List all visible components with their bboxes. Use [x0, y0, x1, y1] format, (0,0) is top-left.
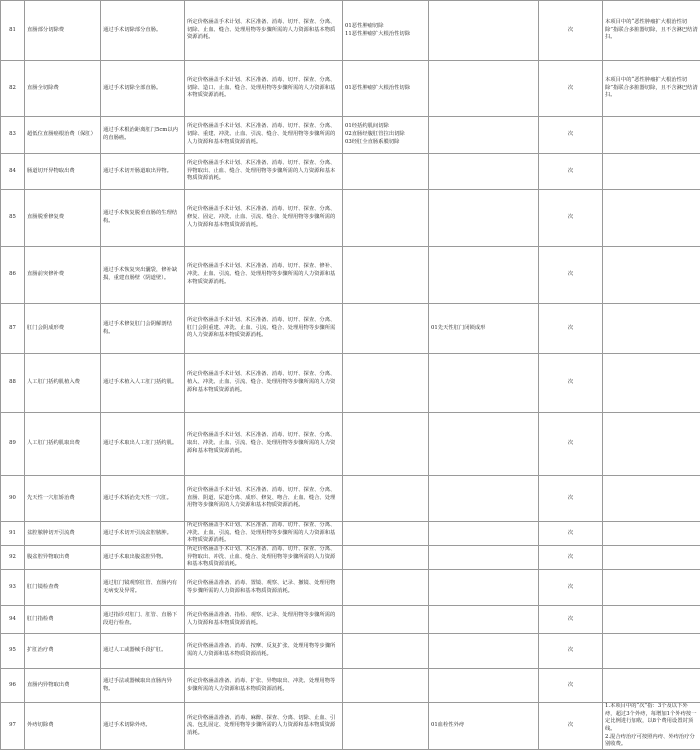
item-number: 90 — [1, 476, 25, 522]
table-row — [1, 570, 700, 606]
pricing-unit: 次 — [539, 413, 603, 476]
item-name: 直肠内异物取出费 — [25, 669, 101, 703]
remarks — [603, 606, 700, 634]
price-content: 所定价格涵盖手术计划、术区准备、消毒、切开、探查、分离、异物取出、止血、缝合、处理用物等步骤所需的人力资源和基本物质资源消耗。 — [185, 154, 343, 190]
pricing-unit: 次 — [539, 546, 603, 570]
service-description: 通过人工或器械手段扩肛。 — [101, 634, 185, 669]
item-number: 94 — [1, 606, 25, 634]
table-row — [1, 522, 700, 546]
pricing-unit: 次 — [539, 703, 603, 750]
extension-items — [343, 247, 429, 304]
service-description: 通过指诊对肛门、肛管、直肠下段进行检查。 — [101, 606, 185, 634]
price-content: 所定价格涵盖准备、消毒、置镜、观察、记录、撤镜、处理用物等步骤所需的人力资源和基本物质资源消耗。 — [185, 570, 343, 606]
additional-items — [429, 634, 539, 669]
table-row — [1, 247, 700, 304]
table-row — [1, 154, 700, 190]
item-name: 直肠全切除费 — [25, 61, 101, 117]
extension-items — [343, 304, 429, 354]
item-name: 先天性一穴肛矫治费 — [25, 476, 101, 522]
price-content: 所定价格涵盖手术计划、术区准备、消毒、切开、探查、分离、取出、冲洗、止血、引流、缝合、处理用物等步骤所需的人力资源和基本物质资源消耗。 — [185, 413, 343, 476]
item-number: 91 — [1, 522, 25, 546]
service-description: 通过手术恢复突出囊袋，修补缺损，重建直肠壁（阴道壁）。 — [101, 247, 185, 304]
item-name: 盆腔脓肿切开引流费 — [25, 522, 101, 546]
extension-items — [343, 669, 429, 703]
price-content: 所定价格涵盖手术计划、术区准备、消毒、切开、探查、分离、异物取出、冲洗、止血、缝合、处理用物等步骤所需的人力资源和基本物质资源消耗。 — [185, 546, 343, 570]
price-content: 所定价格涵盖手术计划、术区准备、消毒、切开、探查、分离、植入、冲洗、止血、引流、缝合、处理用物等步骤所需的人力资源和基本物质资源消耗。 — [185, 354, 343, 413]
extension-items — [343, 413, 429, 476]
service-description: 通过手术切除外痔。 — [101, 703, 185, 750]
pricing-unit: 次 — [539, 669, 603, 703]
additional-items — [429, 570, 539, 606]
pricing-unit: 次 — [539, 476, 603, 522]
table-row — [1, 354, 700, 413]
price-content: 所定价格涵盖手术计划、术区准备、消毒、切开、探查、修补、冲洗、止血、引流、缝合、处理用物等步骤所需的人力资源和基本物质资源消耗。 — [185, 247, 343, 304]
service-description: 通过手术修复肛门会阴解剖结构。 — [101, 304, 185, 354]
extension-items — [343, 703, 429, 750]
service-description: 通过手术植入人工肛门括约肌。 — [101, 354, 185, 413]
extension-items — [343, 606, 429, 634]
table-row — [1, 606, 700, 634]
price-content: 所定价格涵盖手术计划、术区准备、消毒、切开、探查、分离、冲洗、止血、引流、缝合、处理用物等步骤所需的人力资源和基本物质资源消耗。 — [185, 522, 343, 546]
item-number: 96 — [1, 669, 25, 703]
remarks — [603, 476, 700, 522]
remarks — [603, 190, 700, 247]
pricing-unit: 次 — [539, 522, 603, 546]
item-name: 肛门指检费 — [25, 606, 101, 634]
additional-items — [429, 354, 539, 413]
additional-items — [429, 1, 539, 61]
remarks: 本项目中的“恶性肿瘤扩大根治性切除”指联合多脏器切除，且不含淋巴结清扫。 — [603, 1, 700, 61]
price-content: 所定价格涵盖准备、消毒、按摩、反复扩张、处理用物等步骤所需的人力资源和基本物质资源消耗。 — [185, 634, 343, 669]
service-description: 通过手法或器械取出直肠内异物。 — [101, 669, 185, 703]
item-number: 83 — [1, 117, 25, 154]
item-name: 腹盆腔异物取出费 — [25, 546, 101, 570]
item-name: 肛门镜检查费 — [25, 570, 101, 606]
extension-items — [343, 476, 429, 522]
price-content: 所定价格涵盖手术计划、术区准备、消毒、切开、探查、分离、切除、止血、缝合、处理用物等步骤所需的人力资源和基本物质资源消耗。 — [185, 1, 343, 61]
item-name: 超低位直肠癌根治费（保肛） — [25, 117, 101, 154]
remarks — [603, 117, 700, 154]
item-number: 89 — [1, 413, 25, 476]
pricing-unit: 次 — [539, 304, 603, 354]
service-description: 通过手术取出人工肛门括约肌。 — [101, 413, 185, 476]
extension-items — [343, 546, 429, 570]
item-number: 86 — [1, 247, 25, 304]
remarks — [603, 669, 700, 703]
table-row — [1, 634, 700, 669]
item-name: 直肠前突修补费 — [25, 247, 101, 304]
item-number: 95 — [1, 634, 25, 669]
service-description: 通过手术矫治先天性一穴肛。 — [101, 476, 185, 522]
table-body — [1, 1, 700, 750]
table-row — [1, 1, 700, 61]
table-row — [1, 304, 700, 354]
pricing-unit: 次 — [539, 117, 603, 154]
price-content: 所定价格涵盖手术计划、术区准备、消毒、切开、探查、分离、修复、固定、冲洗、止血、引流、缝合、处理用物等步骤所需的人力资源和基本物质资源消耗。 — [185, 190, 343, 247]
table-row — [1, 413, 700, 476]
table-row — [1, 703, 700, 750]
additional-items — [429, 476, 539, 522]
item-number: 88 — [1, 354, 25, 413]
remarks — [603, 354, 700, 413]
item-number: 97 — [1, 703, 25, 750]
price-content: 所定价格涵盖手术计划、术区准备、消毒、切开、探查、分离、肛门会阴重建、冲洗、止血、引流、缝合、处理用物等步骤所需的人力资源和基本物质资源消耗。 — [185, 304, 343, 354]
pricing-unit: 次 — [539, 247, 603, 304]
remarks: 1.本项目中的“次”指：3个及以下外痔，超过3个外痔，每增加1个外痔按一定比例进行加收，以8个费用设置封顶线。 2.混合痔治疗可按照内痔、外痔治疗分别收费。 — [603, 703, 700, 750]
item-name: 直肠部分切除费 — [25, 1, 101, 61]
remarks — [603, 247, 700, 304]
pricing-unit: 次 — [539, 190, 603, 247]
extension-items — [343, 354, 429, 413]
item-number: 84 — [1, 154, 25, 190]
remarks — [603, 304, 700, 354]
pricing-unit: 次 — [539, 570, 603, 606]
item-number: 85 — [1, 190, 25, 247]
remarks — [603, 522, 700, 546]
extension-items — [343, 634, 429, 669]
remarks — [603, 413, 700, 476]
table-row — [1, 669, 700, 703]
item-name: 人工肛门括约肌取出费 — [25, 413, 101, 476]
extension-items — [343, 570, 429, 606]
item-name: 扩肛治疗费 — [25, 634, 101, 669]
additional-items — [429, 606, 539, 634]
table-row — [1, 117, 700, 154]
additional-items — [429, 61, 539, 117]
item-number: 82 — [1, 61, 25, 117]
service-description: 通过手术取出腹盆腔异物。 — [101, 546, 185, 570]
item-name: 人工肛门括约肌植入费 — [25, 354, 101, 413]
price-content: 所定价格涵盖准备、消毒、扩张、异物取出、冲洗、处理用物等步骤所需的人力资源和基本物质资源消耗。 — [185, 669, 343, 703]
extension-items: 01经括约肌间切除 02直肠经腹肛管拉出切除 03经肛全直肠系膜切除 — [343, 117, 429, 154]
pricing-unit: 次 — [539, 634, 603, 669]
service-description: 通过手术根治距离肛门5cm以内的直肠癌。 — [101, 117, 185, 154]
service-description: 通过手术切开引流盆腔脓肿。 — [101, 522, 185, 546]
service-description: 通过手术切开肠道取出异物。 — [101, 154, 185, 190]
pricing-unit: 次 — [539, 1, 603, 61]
service-description: 通过手术切除全部直肠。 — [101, 61, 185, 117]
additional-items — [429, 546, 539, 570]
extension-items: 01恶性肿瘤扩大根治性切除 — [343, 61, 429, 117]
additional-items: 01先天性肛门闭锁成形 — [429, 304, 539, 354]
extension-items — [343, 522, 429, 546]
pricing-unit: 次 — [539, 606, 603, 634]
extension-items — [343, 154, 429, 190]
item-number: 93 — [1, 570, 25, 606]
remarks — [603, 634, 700, 669]
item-name: 外痔切除费 — [25, 703, 101, 750]
table-row — [1, 61, 700, 117]
service-description: 通过肛门镜观察肛管、直肠内有无病变及异常。 — [101, 570, 185, 606]
table-row — [1, 546, 700, 570]
extension-items: 01恶性肿瘤切除 11恶性肿瘤扩大根治性切除 — [343, 1, 429, 61]
item-number: 92 — [1, 546, 25, 570]
pricing-unit: 次 — [539, 354, 603, 413]
additional-items — [429, 522, 539, 546]
table-row — [1, 190, 700, 247]
price-content: 所定价格涵盖准备、指检、观察、记录、处理用物等步骤所需的人力资源和基本物质资源消耗。 — [185, 606, 343, 634]
item-number: 81 — [1, 1, 25, 61]
pricing-unit: 次 — [539, 61, 603, 117]
service-description: 通过手术切除部分直肠。 — [101, 1, 185, 61]
additional-items — [429, 669, 539, 703]
table-row — [1, 476, 700, 522]
additional-items — [429, 154, 539, 190]
pricing-unit: 次 — [539, 154, 603, 190]
item-name: 肛门会阴成形费 — [25, 304, 101, 354]
item-name: 肠道切开异物取出费 — [25, 154, 101, 190]
remarks — [603, 570, 700, 606]
price-content: 所定价格涵盖手术计划、术区准备、消毒、切开、探查、分离、切除、造口、止血、缝合、处理用物等步骤所需的人力资源和基本物质资源消耗。 — [185, 61, 343, 117]
extension-items — [343, 190, 429, 247]
price-content: 所定价格涵盖手术计划、术区准备、消毒、切开、探查、分离、切除、重建、冲洗、止血、引流、缝合、处理用物等步骤所需的人力资源和基本物质资源消耗。 — [185, 117, 343, 154]
remarks — [603, 546, 700, 570]
service-description: 通过手术恢复脱垂直肠的生理结构。 — [101, 190, 185, 247]
additional-items — [429, 247, 539, 304]
remarks: 本项目中的“恶性肿瘤扩大根治性切除”指联合多脏器切除，且不含淋巴结清扫。 — [603, 61, 700, 117]
additional-items — [429, 413, 539, 476]
price-content: 所定价格涵盖准备、消毒、麻醉、探查、分离、切除、止血、引流、包扎固定、处理用物等步骤所需的人力资源和基本物质资源消耗。 — [185, 703, 343, 750]
additional-items — [429, 190, 539, 247]
additional-items — [429, 117, 539, 154]
additional-items: 01血栓性外痔 — [429, 703, 539, 750]
remarks — [603, 154, 700, 190]
item-name: 直肠脱垂修复费 — [25, 190, 101, 247]
item-number: 87 — [1, 304, 25, 354]
price-content: 所定价格涵盖手术计划、术区准备、消毒、切开、探查、分离、直肠、阴道、尿道分离、成形、修复、吻合、止血、缝合、处理用物等步骤所需的人力资源和基本物质资源消耗。 — [185, 476, 343, 522]
